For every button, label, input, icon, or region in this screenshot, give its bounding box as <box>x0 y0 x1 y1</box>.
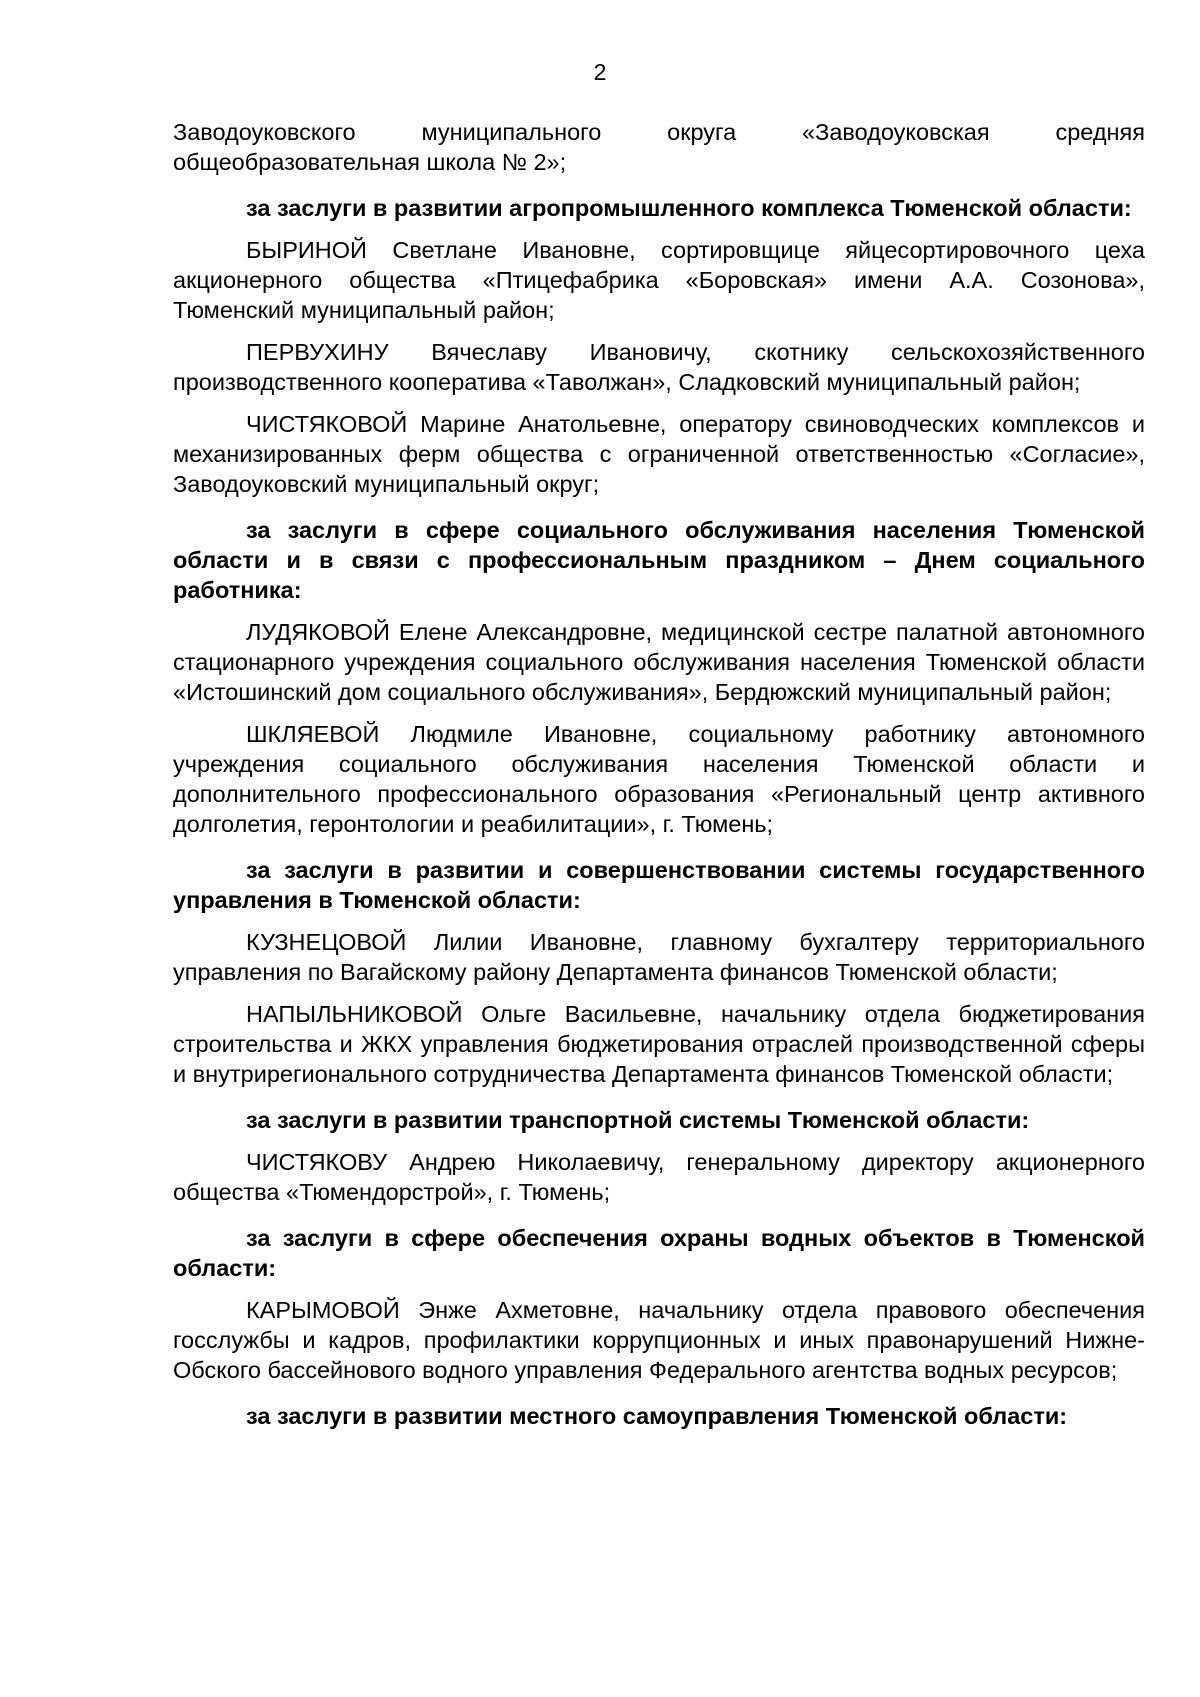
award-entry: КУЗНЕЦОВОЙ Лилии Ивановне, главному бухгалтеру территориального управления по Вагайскому району Департамента финансов Тюменской области; <box>173 929 1145 985</box>
section-heading: за заслуги в развитии агропромышленного комплекса Тюменской области: <box>246 195 1132 221</box>
award-entry: ЛУДЯКОВОЙ Елене Александровне, медицинской сестре палатной автономного стационарного учреждения социального обслуживания населения Тюменской области «Истошинский дом социального обслуживания», Бердюжский муниципальный район; <box>173 619 1145 705</box>
section-heading: за заслуги в развитии транспортной системы Тюменской области: <box>246 1107 1030 1133</box>
award-entry: НАПЫЛЬНИКОВОЙ Ольге Васильевне, начальнику отдела бюджетирования строительства и ЖКХ управления бюджетирования отраслей производственной сферы и внутрирегионального сотрудничества Департамента финансов Тюменской области; <box>173 1001 1145 1087</box>
section-heading: за заслуги в сфере социального обслуживания населения Тюменской области и в связи с профессиональным праздником – Днем социального работника: <box>173 517 1145 603</box>
award-entry: ЧИСТЯКОВОЙ Марине Анатольевне, оператору свиноводческих комплексов и механизированных ферм общества с ограниченной ответственностью «Согласие», Заводоуковский муниципальный округ; <box>173 411 1145 497</box>
award-entry: ПЕРВУХИНУ Вячеславу Ивановичу, скотнику сельскохозяйственного производственного кооператива «Таволжан», Сладковский муниципальный район; <box>173 339 1145 395</box>
section-heading: за заслуги в развитии местного самоуправления Тюменской области: <box>246 1403 1068 1429</box>
award-entry: БЫРИНОЙ Светлане Ивановне, сортировщице яйцесортировочного цеха акционерного общества «Птицефабрика «Боровская» имени А.А. Созонова», Тюменский муниципальный район; <box>173 237 1145 323</box>
intro-paragraph: Заводоуковского муниципального округа «Заводоуковская средняя общеобразовательная школа № 2»; <box>173 119 1145 175</box>
award-entry: КАРЫМОВОЙ Энже Ахметовне, начальнику отдела правового обеспечения госслужбы и кадров, профилактики коррупционных и иных правонарушений Нижне-Обского бассейнового водного управления Федерального агентства водных ресурсов; <box>173 1297 1145 1383</box>
document-body <box>173 117 1145 1443</box>
award-entry: ШКЛЯЕВОЙ Людмиле Ивановне, социальному работнику автономного учреждения социального обслуживания населения Тюменской области и дополнительного профессионального образования «Региональный центр активного долголетия, геронтологии и реабилитации», г. Тюмень; <box>173 721 1145 837</box>
award-entry: ЧИСТЯКОВУ Андрею Николаевичу, генеральному директору акционерного общества «Тюмендорстрой», г. Тюмень; <box>173 1149 1145 1205</box>
section-heading: за заслуги в развитии и совершенствовании системы государственного управления в Тюменской области: <box>173 857 1145 913</box>
section-heading: за заслуги в сфере обеспечения охраны водных объектов в Тюменской области: <box>173 1225 1145 1281</box>
page-number: 2 <box>593 59 607 85</box>
